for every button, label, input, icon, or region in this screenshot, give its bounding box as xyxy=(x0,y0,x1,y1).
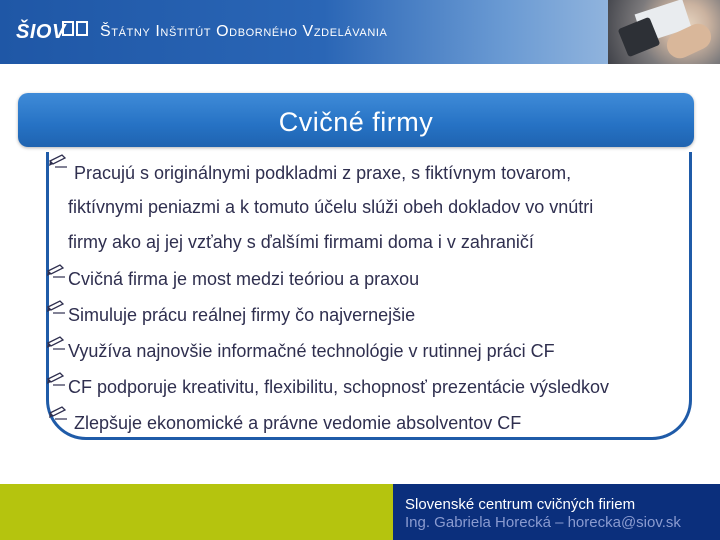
bullet-text: Využíva najnovšie informačné technológie v rutinnej práci CF xyxy=(68,341,555,361)
bullet-text: Cvičná firma je most medzi teóriou a praxou xyxy=(68,269,420,289)
bullet-text: Pracujú s originálnymi podkladmi z praxe, s fiktívnym tovarom, xyxy=(74,163,572,183)
logo-square-icon xyxy=(62,21,74,36)
pen-writing-icon xyxy=(46,371,66,387)
slide-title: Cvičné firmy xyxy=(278,107,434,137)
pen-writing-icon xyxy=(48,405,68,421)
pen-writing-icon xyxy=(48,153,68,169)
footer-contact: Ing. Gabriela Horecká – horecka@siov.sk xyxy=(405,514,681,531)
bullet-text: Zlepšuje ekonomické a právne vedomie absolventov CF xyxy=(74,413,522,433)
bullet-text-continued: fiktívnymi peniazmi a k tomuto účelu slúži obeh dokladov vo vnútri xyxy=(68,197,594,217)
header-banner xyxy=(0,0,720,64)
pen-writing-icon xyxy=(46,263,66,279)
footer-organization: Slovenské centrum cvičných firiem xyxy=(405,496,636,513)
logo-square-icon xyxy=(76,21,88,36)
bullet-text-continued: firmy ako aj jej vzťahy s ďalšími firmami doma i v zahraničí xyxy=(68,232,534,252)
bullet-text: CF podporuje kreativitu, flexibilitu, schopnosť prezentácie výsledkov xyxy=(68,377,610,397)
pen-writing-icon xyxy=(46,335,66,351)
pen-writing-icon xyxy=(46,299,66,315)
title-bar xyxy=(18,93,694,147)
calculator-hand-photo xyxy=(608,0,720,64)
organization-name: Štátny Inštitút Odborného Vzdelávania xyxy=(100,23,388,40)
siov-logo: ŠIOV xyxy=(16,21,66,43)
bullet-text: Simuluje prácu reálnej firmy čo najvernejšie xyxy=(68,305,416,325)
